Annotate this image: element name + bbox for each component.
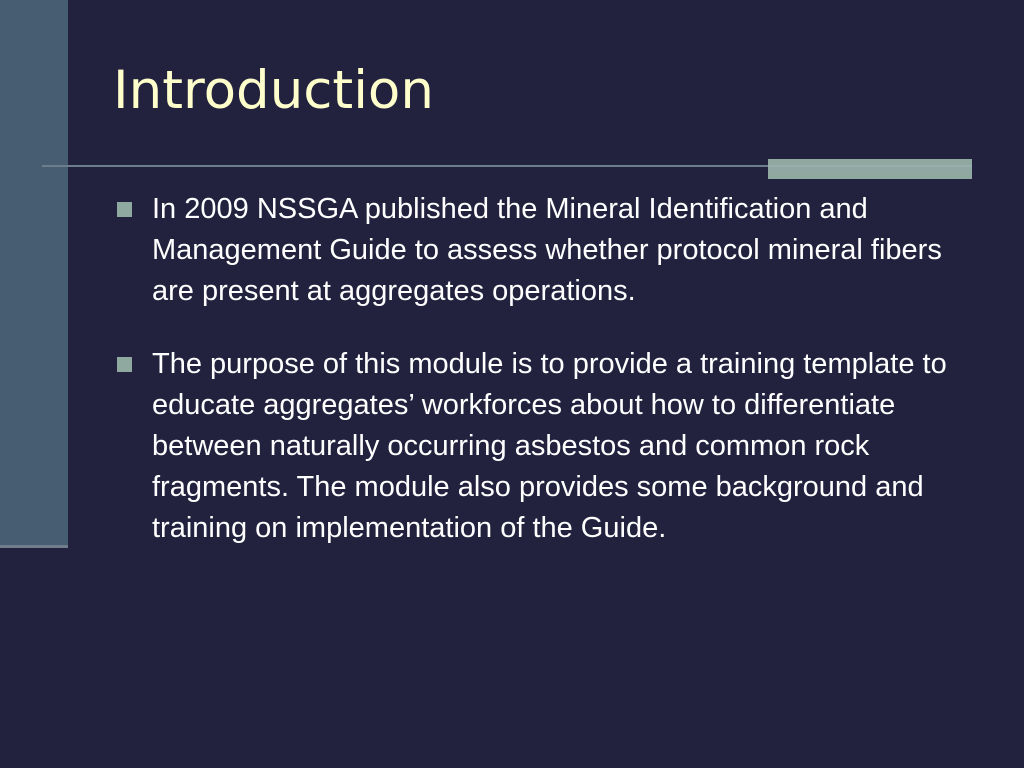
bullet-text: The purpose of this module is to provide a training template to educate aggregates’ workforces about how to differentiate between naturally occurring asbestos and common rock fragments. The module also provides some background and training on implementation of the Guide. bbox=[152, 348, 947, 544]
divider-accent-bar-upper bbox=[768, 159, 972, 164]
bullet-item bbox=[115, 189, 965, 312]
square-bullet-icon bbox=[117, 202, 132, 217]
bullet-item bbox=[115, 344, 965, 549]
slide-title: Introduction bbox=[113, 60, 434, 121]
bullet-list bbox=[115, 189, 965, 581]
divider-accent-fill bbox=[768, 164, 972, 173]
square-bullet-icon bbox=[117, 357, 132, 372]
divider-accent-bar-lower bbox=[768, 173, 972, 179]
side-accent-bar-shadow bbox=[0, 545, 68, 548]
side-accent-bar bbox=[0, 0, 68, 545]
bullet-text: In 2009 NSSGA published the Mineral Identification and Management Guide to assess whether protocol mineral fibers are present at aggregates operations. bbox=[152, 193, 942, 307]
